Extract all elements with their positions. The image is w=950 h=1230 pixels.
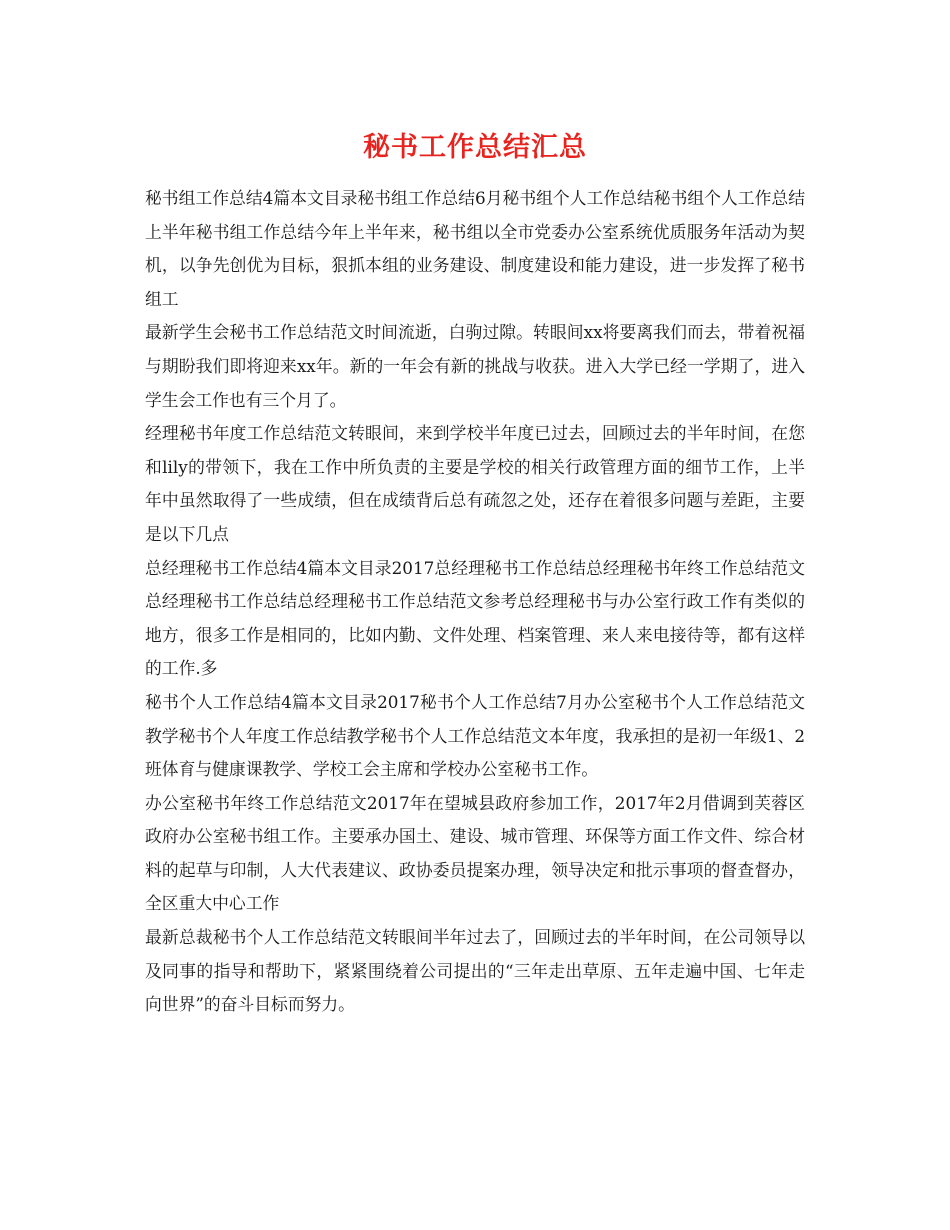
paragraph-6: 办公室秘书年终工作总结范文2017年在望城县政府参加工作，2017年2月借调到芙蓉区政府办公室秘书组工作。主要承办国土、建设、城市管理、环保等方面工作文件、综合材料的起草与印制，人大代表建议、政协委员提案办理，领导决定和批示事项的督查督办，全区重大中心工作 (145, 792, 805, 914)
document-title: 秘书工作总结汇总 (363, 132, 587, 163)
paragraph-3: 经理秘书年度工作总结范文转眼间，来到学校半年度已过去，回顾过去的半年时间，在您和lily的带领下，我在工作中所负责的主要是学校的相关行政管理方面的细节工作，上半年中虽然取得了一些成绩，但在成绩背后总有疏忽之处，还存在着很多问题与差距，主要是以下几点 (145, 423, 805, 544)
paragraph-1: 秘书组工作总结4篇本文目录秘书组工作总结6月秘书组个人工作总结秘书组个人工作总结上半年秘书组工作总结今年上半年来，秘书组以全市党委办公室系统优质服务年活动为契机，以争先创优为目标，狠抓本组的业务建设、制度建设和能力建设，进一步发挥了秘书组工 (145, 188, 805, 309)
paragraph-7: 最新总裁秘书个人工作总结范文转眼间半年过去了，回顾过去的半年时间，在公司领导以及同事的指导和帮助下，紧紧围绕着公司提出的“三年走出草原、五年走遍中国、七年走向世界”的奋斗目标而努力。 (145, 927, 805, 1015)
paragraph-2: 最新学生会秘书工作总结范文时间流逝，白驹过隙。转眼间xx将要离我们而去，带着祝福与期盼我们即将迎来xx年。新的一年会有新的挑战与收获。进入大学已经一学期了，进入学生会工作也有三个月了。 (145, 322, 805, 410)
document-body (145, 182, 805, 1022)
paragraph-5: 秘书个人工作总结4篇本文目录2017秘书个人工作总结7月办公室秘书个人工作总结范文教学秘书个人年度工作总结教学秘书个人工作总结范文本年度，我承担的是初一年级1、2班体育与健康课教学、学校工会主席和学校办公室秘书工作。 (145, 691, 805, 780)
paragraph-4: 总经理秘书工作总结4篇本文目录2017总经理秘书工作总结总经理秘书年终工作总结范文总经理秘书工作总结总经理秘书工作总结范文参考总经理秘书与办公室行政工作有类似的地方，很多工作是相同的，比如内勤、文件处理、档案管理、来人来电接待等，都有这样的工作.多 (145, 557, 805, 679)
